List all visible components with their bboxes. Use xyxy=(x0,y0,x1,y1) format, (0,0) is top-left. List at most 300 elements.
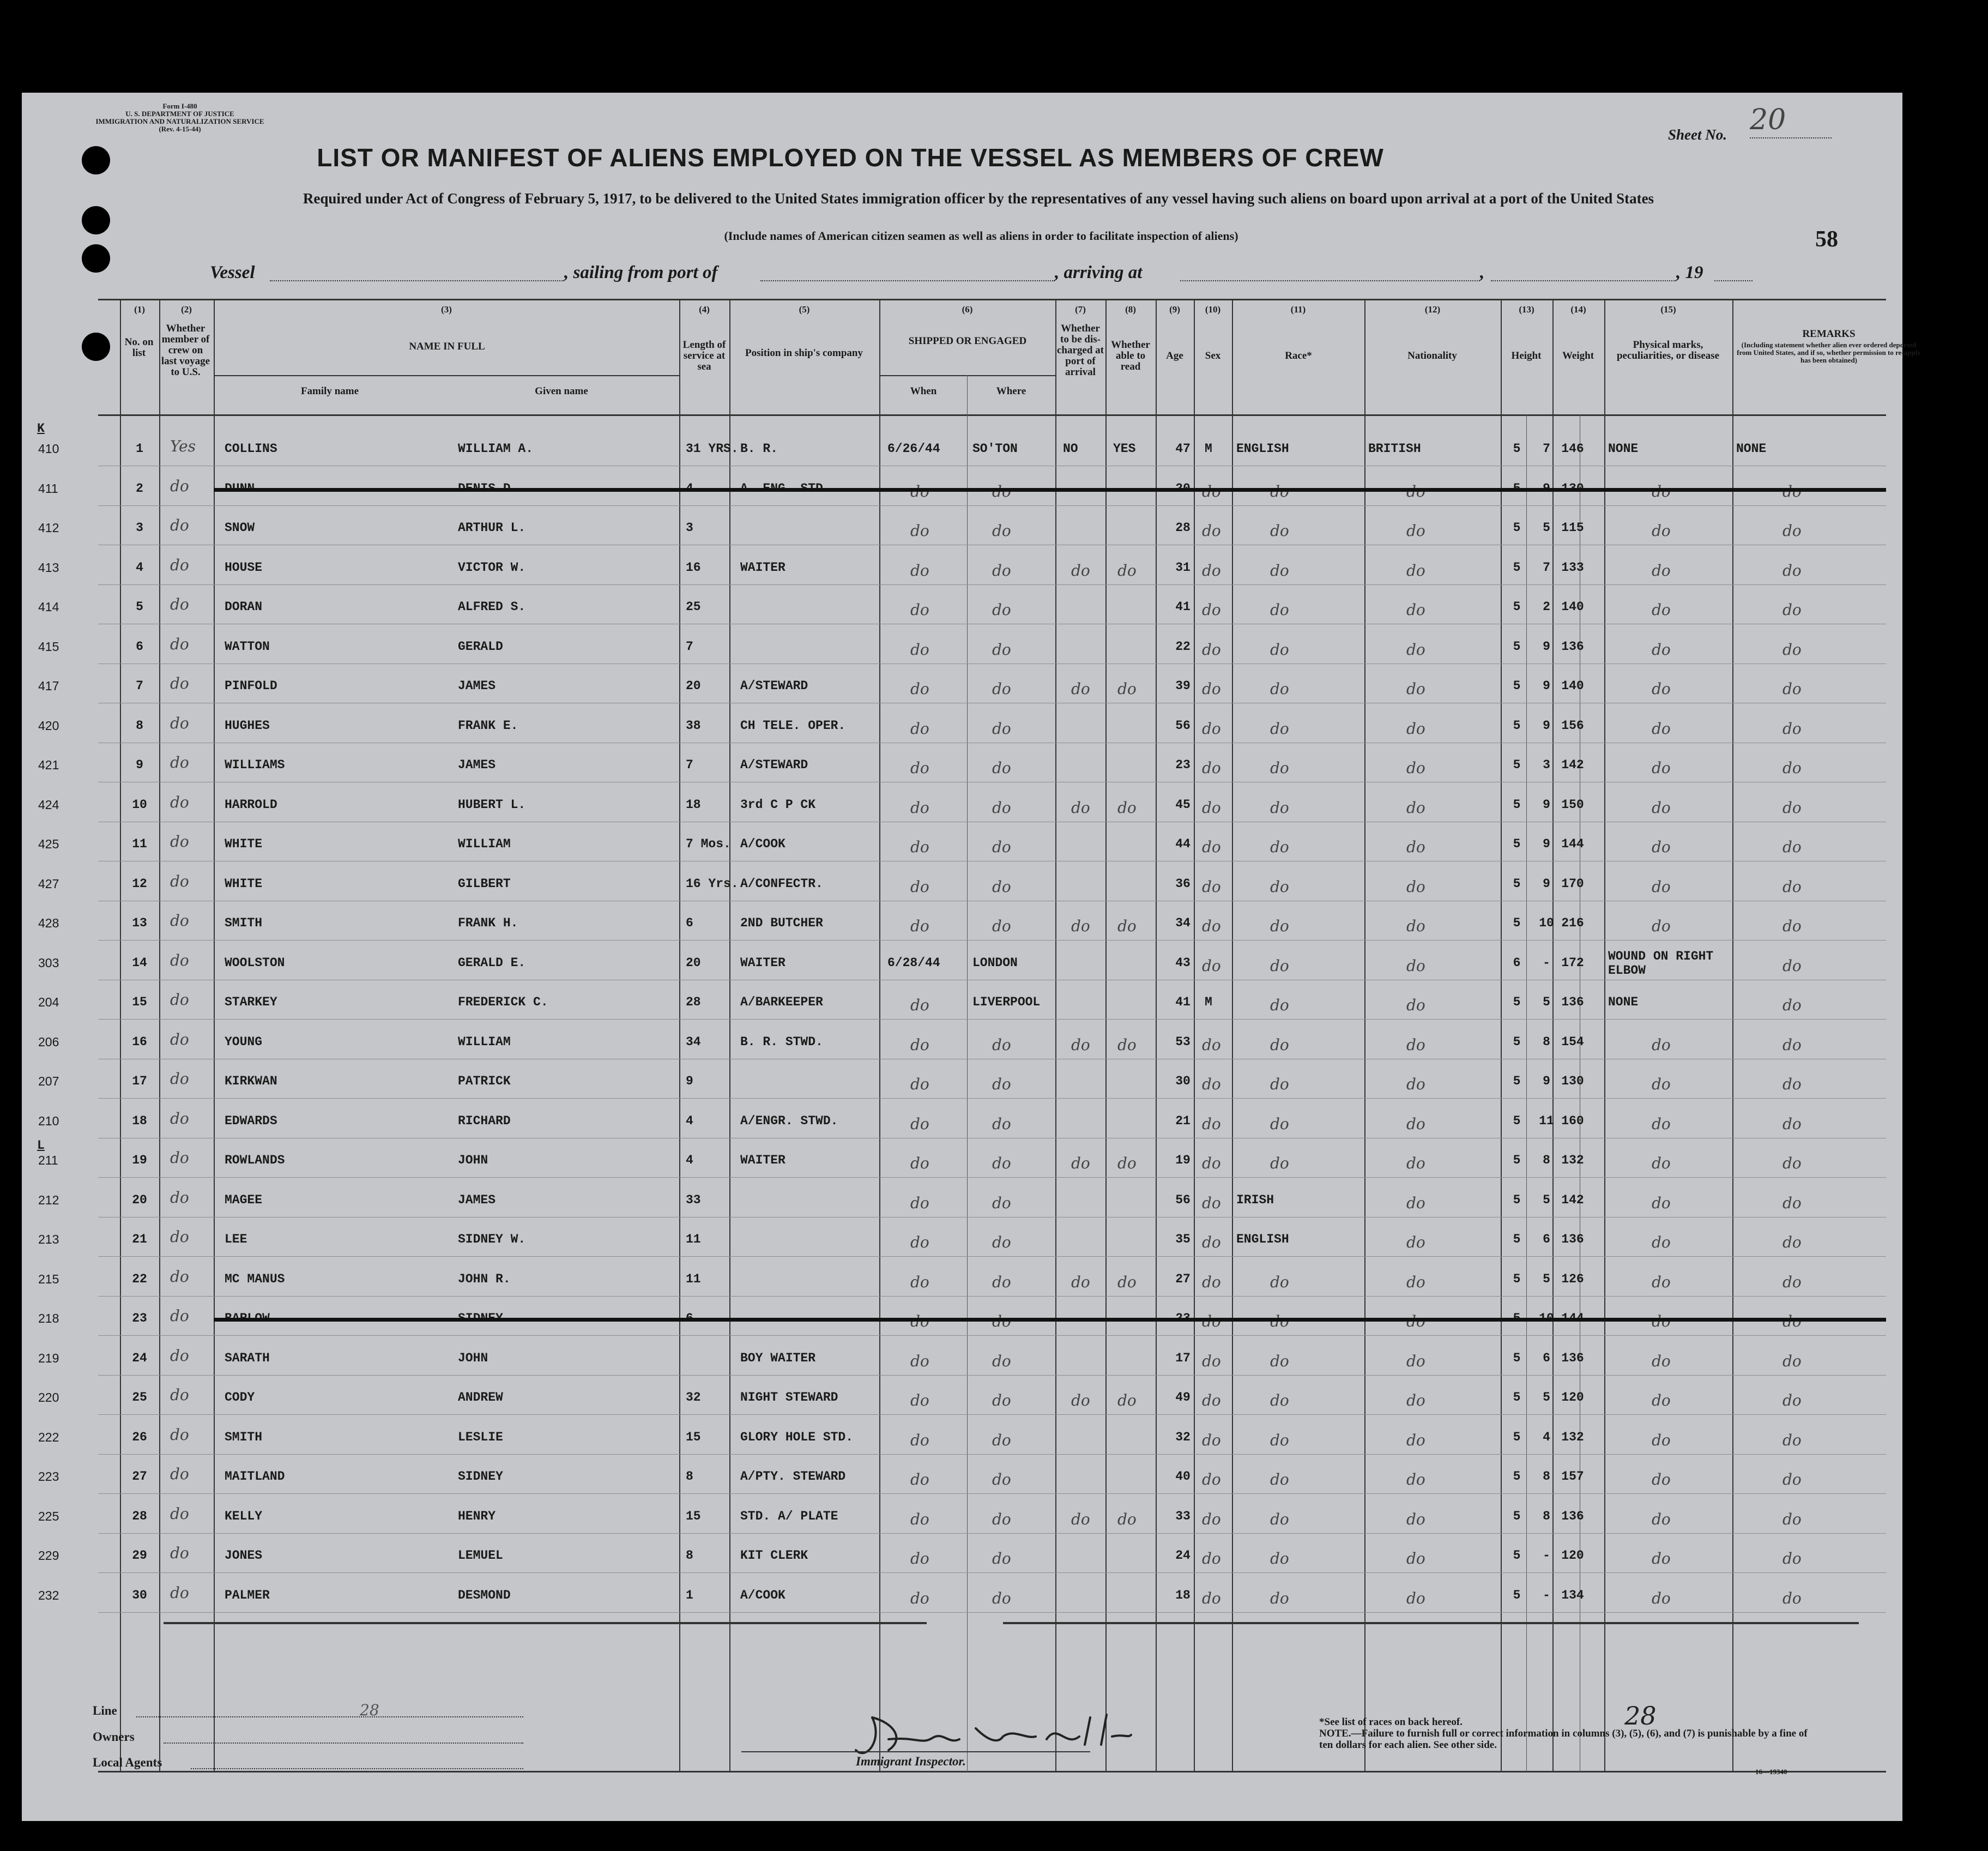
weight: 156 xyxy=(1561,719,1584,733)
member-last-voyage: Yes xyxy=(170,437,196,455)
column-divider xyxy=(1364,299,1365,1772)
height-inches: 7 xyxy=(1543,442,1550,456)
ditto-mark: do xyxy=(1652,1233,1671,1251)
weight: 136 xyxy=(1561,640,1584,654)
weight: 132 xyxy=(1561,1430,1584,1444)
family-name: PINFOLD xyxy=(225,679,277,693)
line-ref: 420 xyxy=(38,719,59,733)
line-ref: 232 xyxy=(38,1588,59,1602)
length-of-service: 18 xyxy=(686,798,701,812)
form-number: Form I-480 xyxy=(162,102,197,110)
length-of-service: 15 xyxy=(686,1509,701,1523)
family-name: KELLY xyxy=(225,1509,263,1523)
sheet-label: Sheet No. xyxy=(1668,126,1727,143)
ditto-mark: do xyxy=(1117,917,1137,935)
header-when: When xyxy=(910,385,937,397)
age: 39 xyxy=(1175,679,1191,693)
punch-hole xyxy=(82,206,110,234)
given-name: JOHN xyxy=(458,1351,488,1365)
line-ref: 218 xyxy=(38,1311,59,1325)
row-line xyxy=(98,1493,1886,1494)
age: 41 xyxy=(1175,600,1191,614)
position: A/STEWARD xyxy=(740,679,808,693)
length-of-service: 31 YRS. xyxy=(686,442,739,456)
line-ref: 212 xyxy=(38,1193,59,1207)
ditto-mark: do xyxy=(1202,759,1221,777)
line-value: 28 xyxy=(360,1701,379,1719)
remarks: NONE xyxy=(1736,442,1767,456)
ditto-mark: do xyxy=(910,1194,929,1212)
family-name: SMITH xyxy=(225,916,263,930)
ditto-mark: do xyxy=(1406,1391,1425,1409)
length-of-service: 15 xyxy=(686,1430,701,1444)
weight: 136 xyxy=(1561,1351,1584,1365)
ditto-mark: do xyxy=(1406,680,1425,698)
given-name: JAMES xyxy=(458,1193,496,1207)
ditto-mark: do xyxy=(1202,878,1221,896)
height-feet: 5 xyxy=(1513,1153,1521,1167)
crew-table xyxy=(37,299,1921,1772)
member-last-voyage: do xyxy=(170,1426,189,1444)
height-feet: 5 xyxy=(1513,1430,1521,1444)
family-name: HARROLD xyxy=(225,798,277,812)
row-line xyxy=(98,1296,1886,1297)
age: 56 xyxy=(1175,1193,1191,1207)
member-last-voyage: do xyxy=(170,912,189,930)
shipped-where: SO'TON xyxy=(972,442,1018,456)
row-number: 29 xyxy=(132,1548,147,1563)
line-ref: 303 xyxy=(38,956,59,970)
ditto-mark: do xyxy=(1071,1154,1090,1172)
ditto-mark: do xyxy=(910,680,929,698)
ditto-mark: do xyxy=(1117,1036,1137,1054)
row-number: 10 xyxy=(132,798,147,812)
line-ref: 415 xyxy=(38,640,59,654)
age: 22 xyxy=(1175,640,1191,654)
height-feet: 5 xyxy=(1513,1114,1521,1128)
height-feet: 5 xyxy=(1513,837,1521,851)
owners-field xyxy=(164,1743,523,1744)
shipped-where: LONDON xyxy=(972,956,1018,970)
ditto-mark: do xyxy=(1652,838,1671,856)
ditto-mark: do xyxy=(1782,1352,1802,1370)
line-ref: 412 xyxy=(38,521,59,535)
ditto-mark: do xyxy=(992,641,1011,659)
family-name: HOUSE xyxy=(225,560,263,575)
ditto-mark: do xyxy=(1202,917,1221,935)
height-feet: 5 xyxy=(1513,600,1521,614)
member-last-voyage: do xyxy=(170,1465,189,1483)
line-ref: 222 xyxy=(38,1430,59,1444)
ditto-mark: do xyxy=(1270,759,1289,777)
shipped-when: 6/28/44 xyxy=(887,956,940,970)
given-name: HENRY xyxy=(458,1509,496,1523)
family-name: STARKEY xyxy=(225,995,277,1009)
ditto-mark: do xyxy=(1406,838,1425,856)
height-inches: 6 xyxy=(1543,1232,1550,1246)
penalty-note: NOTE.—Failure to furnish full or correct information in columns (3), (5), (6), and (7) is punishable by a fine of ten dollars for each alien. See other side. xyxy=(1319,1728,1808,1751)
ditto-mark: do xyxy=(910,1273,929,1291)
row-line xyxy=(98,1533,1886,1534)
family-name: ROWLANDS xyxy=(225,1153,285,1167)
ditto-mark: do xyxy=(1270,799,1289,817)
ditto-mark: do xyxy=(1782,1036,1802,1054)
family-name: LEE xyxy=(225,1232,247,1246)
height-inches: 9 xyxy=(1543,719,1550,733)
row-line xyxy=(98,584,1886,585)
ditto-mark: do xyxy=(1270,1510,1289,1528)
row-number: 6 xyxy=(136,640,143,654)
position: WAITER xyxy=(740,560,785,575)
ditto-mark: do xyxy=(910,1589,929,1607)
ditto-mark: do xyxy=(1782,878,1802,896)
physical-marks: WOUND ON RIGHT ELBOW xyxy=(1608,949,1714,978)
given-name: ANDREW xyxy=(458,1390,503,1404)
member-last-voyage: do xyxy=(170,1070,189,1088)
row-line xyxy=(98,1414,1886,1415)
row-number: 18 xyxy=(132,1114,147,1128)
age: 23 xyxy=(1175,758,1191,772)
row-number: 1 xyxy=(136,442,143,456)
ditto-mark: do xyxy=(1782,641,1802,659)
member-last-voyage: do xyxy=(170,1386,189,1404)
column-number: (10) xyxy=(1205,304,1221,315)
line-ref: 413 xyxy=(38,560,59,575)
line-ref: 206 xyxy=(38,1035,59,1049)
height-subdivider xyxy=(1526,414,1527,1772)
weight: 160 xyxy=(1561,1114,1584,1128)
length-of-service: 16 xyxy=(686,560,701,575)
arriving-label: , arriving at xyxy=(1055,263,1143,282)
row-number: 4 xyxy=(136,560,143,575)
family-name: WATTON xyxy=(225,640,270,654)
weight: 136 xyxy=(1561,1232,1584,1246)
ditto-mark: do xyxy=(1406,1510,1425,1528)
ditto-mark: do xyxy=(992,1391,1011,1409)
ditto-mark: do xyxy=(1782,562,1802,580)
line-ref: 428 xyxy=(38,916,59,930)
ditto-mark: do xyxy=(992,1352,1011,1370)
column-number: (7) xyxy=(1075,304,1086,315)
height-inches: 5 xyxy=(1543,1390,1550,1404)
line-ref: 220 xyxy=(38,1390,59,1404)
row-number: 24 xyxy=(132,1351,147,1365)
member-last-voyage: do xyxy=(170,1544,189,1562)
ditto-mark: do xyxy=(1270,1589,1289,1607)
length-of-service: 7 Mos. xyxy=(686,837,731,851)
age: 19 xyxy=(1175,1153,1191,1167)
header-weight: Weight xyxy=(1562,350,1594,361)
given-name: ARTHUR L. xyxy=(458,521,526,535)
sheet-number-line xyxy=(1750,137,1832,138)
footer-notes xyxy=(1319,1716,1810,1751)
section-letter-l: L xyxy=(37,1138,45,1153)
header-discharged: Whether to be dis-charged at port of arrival xyxy=(1056,323,1104,378)
header-family-name: Family name xyxy=(300,385,359,397)
ditto-mark: do xyxy=(1652,1352,1671,1370)
ditto-mark: do xyxy=(1652,1036,1671,1054)
given-name: JAMES xyxy=(458,679,496,693)
ditto-mark: do xyxy=(1202,1589,1221,1607)
height-inches: 8 xyxy=(1543,1509,1550,1523)
position: A/STEWARD xyxy=(740,758,808,772)
given-name: HUBERT L. xyxy=(458,798,526,812)
ditto-mark: do xyxy=(1270,1352,1289,1370)
given-name: LESLIE xyxy=(458,1430,503,1444)
physical-marks: NONE xyxy=(1608,995,1639,1009)
ditto-mark: do xyxy=(1270,1470,1289,1488)
ditto-mark: do xyxy=(1652,799,1671,817)
weight: 140 xyxy=(1561,679,1584,693)
total-count: 28 xyxy=(1624,1701,1657,1731)
ditto-mark: do xyxy=(1270,1391,1289,1409)
year-field xyxy=(1714,280,1753,281)
family-name: WHITE xyxy=(225,877,263,891)
column-number: (15) xyxy=(1660,304,1676,315)
given-name: GERALD E. xyxy=(458,956,526,970)
age: 33 xyxy=(1175,1509,1191,1523)
length-of-service: 20 xyxy=(686,679,701,693)
ditto-mark: do xyxy=(1782,799,1802,817)
ditto-mark: do xyxy=(1202,1233,1221,1251)
height-inches: 6 xyxy=(1543,1351,1550,1365)
column-divider xyxy=(729,299,730,1772)
given-name: FREDERICK C. xyxy=(458,995,548,1009)
ditto-mark: do xyxy=(1652,1549,1671,1567)
height-feet: 5 xyxy=(1513,442,1521,456)
form-revision: (Rev. 4-15-44) xyxy=(159,125,201,133)
ditto-mark: do xyxy=(1406,522,1425,540)
ditto-mark: do xyxy=(1202,1036,1221,1054)
ditto-mark: do xyxy=(1406,720,1425,738)
length-of-service: 25 xyxy=(686,600,701,614)
member-last-voyage: do xyxy=(170,1584,189,1602)
strike-through-line xyxy=(214,488,1886,492)
ditto-mark: do xyxy=(910,522,929,540)
ditto-mark: do xyxy=(910,1352,929,1370)
shipped-where: LIVERPOOL xyxy=(972,995,1041,1009)
family-name: MAITLAND xyxy=(225,1469,285,1484)
ditto-mark: do xyxy=(1202,1510,1221,1528)
row-number: 22 xyxy=(132,1272,147,1286)
height-inches: 10 xyxy=(1539,916,1554,930)
ditto-mark: do xyxy=(1652,1273,1671,1291)
ditto-mark: do xyxy=(910,1154,929,1172)
ditto-mark: do xyxy=(1782,720,1802,738)
ditto-mark: do xyxy=(1071,799,1090,817)
height-feet: 5 xyxy=(1513,877,1521,891)
height-feet: 5 xyxy=(1513,1351,1521,1365)
ditto-mark: do xyxy=(1270,601,1289,619)
able-to-read: YES xyxy=(1113,442,1136,456)
given-name: WILLIAM xyxy=(458,837,511,851)
line-ref: 225 xyxy=(38,1509,59,1523)
line-ref: 204 xyxy=(38,995,59,1009)
weight: 120 xyxy=(1561,1390,1584,1404)
position: B. R. xyxy=(740,442,778,456)
row-number: 9 xyxy=(136,758,143,772)
weight: 157 xyxy=(1561,1469,1584,1484)
column-number: (2) xyxy=(181,304,192,315)
height-inches: 9 xyxy=(1543,679,1550,693)
line-ref: 414 xyxy=(38,600,59,614)
row-number: 12 xyxy=(132,877,147,891)
height-feet: 5 xyxy=(1513,1390,1521,1404)
ditto-mark: do xyxy=(1202,1391,1221,1409)
ditto-mark: do xyxy=(910,720,929,738)
column-divider xyxy=(1232,299,1233,1772)
height-feet: 5 xyxy=(1513,995,1521,1009)
row-line xyxy=(98,505,1886,506)
height-inches: 4 xyxy=(1543,1430,1550,1444)
age: 31 xyxy=(1175,560,1191,575)
arriving-field-2 xyxy=(1491,280,1676,281)
ditto-mark: do xyxy=(1782,759,1802,777)
given-name: RICHARD xyxy=(458,1114,511,1128)
column-divider xyxy=(1105,299,1107,1772)
ditto-mark: do xyxy=(992,917,1011,935)
ditto-mark: do xyxy=(1782,1391,1802,1409)
ditto-mark: do xyxy=(1071,917,1090,935)
header-bottom-line xyxy=(98,414,1886,416)
header-height: Height xyxy=(1511,350,1542,361)
line-label: Line xyxy=(93,1704,117,1717)
age: 24 xyxy=(1175,1548,1191,1563)
position: B. R. STWD. xyxy=(740,1035,823,1049)
age: 28 xyxy=(1175,521,1191,535)
ditto-mark: do xyxy=(1202,1115,1221,1133)
ditto-mark: do xyxy=(1406,641,1425,659)
ditto-mark: do xyxy=(1270,1036,1289,1054)
height-inches: 3 xyxy=(1543,758,1550,772)
family-name: SARATH xyxy=(225,1351,270,1365)
weight: 144 xyxy=(1561,837,1584,851)
weight: 170 xyxy=(1561,877,1584,891)
given-name: ALFRED S. xyxy=(458,600,526,614)
line-field xyxy=(136,1716,523,1717)
age: 17 xyxy=(1175,1351,1191,1365)
age: 47 xyxy=(1175,442,1191,456)
length-of-service: 16 Yrs. xyxy=(686,877,739,891)
age: 43 xyxy=(1175,956,1191,970)
ditto-mark: do xyxy=(1406,601,1425,619)
column-number: (14) xyxy=(1570,304,1586,315)
given-name: WILLIAM xyxy=(458,1035,511,1049)
column-divider xyxy=(879,299,880,1772)
column-divider xyxy=(159,299,160,1772)
header-physical: Physical marks, peculiarities, or disease xyxy=(1616,339,1720,361)
ditto-mark: do xyxy=(1652,1154,1671,1172)
table-bottom-line xyxy=(98,1771,1886,1772)
arriving-field xyxy=(1180,280,1480,281)
given-name: JAMES xyxy=(458,758,496,772)
line-ref: 213 xyxy=(38,1232,59,1246)
height-feet: 5 xyxy=(1513,758,1521,772)
ditto-mark: do xyxy=(992,680,1011,698)
member-last-voyage: do xyxy=(170,674,189,692)
given-name: LEMUEL xyxy=(458,1548,503,1563)
ditto-mark: do xyxy=(1202,1549,1221,1567)
position: A/CONFECTR. xyxy=(740,877,823,891)
weight: 136 xyxy=(1561,995,1584,1009)
ditto-mark: do xyxy=(910,641,929,659)
ditto-mark: do xyxy=(910,1075,929,1093)
ditto-mark: do xyxy=(992,1549,1011,1567)
ditto-mark: do xyxy=(910,1233,929,1251)
subnote: (Include names of American citizen seamen as well as aliens in order to facilitate inspection of aliens) xyxy=(724,229,1238,243)
punch-hole xyxy=(82,146,110,174)
ditto-mark: do xyxy=(910,759,929,777)
ditto-mark: do xyxy=(1270,641,1289,659)
ditto-mark: do xyxy=(1270,562,1289,580)
shipped-when: 6/26/44 xyxy=(887,442,940,456)
ditto-mark: do xyxy=(1782,1233,1802,1251)
height-inches: 5 xyxy=(1543,1193,1550,1207)
weight: 142 xyxy=(1561,758,1584,772)
header-member: Whether member of crew on last voyage to U.S. xyxy=(161,323,210,378)
length-of-service: 9 xyxy=(686,1074,693,1088)
age: 27 xyxy=(1175,1272,1191,1286)
race: ENGLISH xyxy=(1236,442,1289,456)
manifest-sheet xyxy=(22,93,1921,1821)
ditto-mark: do xyxy=(1782,1273,1802,1291)
column-number: (13) xyxy=(1519,304,1534,315)
height-inches: 9 xyxy=(1543,877,1550,891)
ditto-mark: do xyxy=(1202,601,1221,619)
position: STD. A/ PLATE xyxy=(740,1509,838,1523)
sailing-field xyxy=(760,280,1055,281)
member-last-voyage: do xyxy=(170,753,189,771)
height-inches: 8 xyxy=(1543,1153,1550,1167)
ditto-mark: do xyxy=(1652,680,1671,698)
height-inches: 9 xyxy=(1543,837,1550,851)
ditto-mark: do xyxy=(1270,838,1289,856)
member-last-voyage: do xyxy=(170,793,189,811)
ditto-mark: do xyxy=(1202,720,1221,738)
family-name: JONES xyxy=(225,1548,263,1563)
age: 45 xyxy=(1175,798,1191,812)
ditto-mark: do xyxy=(1406,759,1425,777)
weight: 115 xyxy=(1561,521,1584,535)
ditto-mark: do xyxy=(1117,1273,1137,1291)
ditto-mark: do xyxy=(992,720,1011,738)
ditto-mark: do xyxy=(910,562,929,580)
header-position: Position in ship's company xyxy=(745,347,863,359)
height-inches: 5 xyxy=(1543,995,1550,1009)
ditto-mark: do xyxy=(992,1194,1011,1212)
ditto-mark: do xyxy=(1202,799,1221,817)
row-line xyxy=(98,1019,1886,1020)
ditto-mark: do xyxy=(1071,1510,1090,1528)
ditto-mark: do xyxy=(1270,1431,1289,1449)
column-divider xyxy=(1732,299,1733,1772)
height-feet: 5 xyxy=(1513,719,1521,733)
age: 30 xyxy=(1175,1074,1191,1088)
ditto-mark: do xyxy=(1782,1194,1802,1212)
ditto-mark: do xyxy=(1270,1115,1289,1133)
ditto-mark: do xyxy=(1652,1194,1671,1212)
subtitle: Required under Act of Congress of February 5, 1917, to be delivered to the United States immigration officer by the representatives of any vessel having such aliens on board upon arrival at a port of the United States xyxy=(303,190,1654,207)
ditto-mark: do xyxy=(992,1233,1011,1251)
ditto-mark: do xyxy=(1652,917,1671,935)
ditto-mark: do xyxy=(910,1470,929,1488)
agents-label: Local Agents xyxy=(93,1756,162,1769)
ditto-mark: do xyxy=(992,1115,1011,1133)
ditto-mark: do xyxy=(1652,1391,1671,1409)
ditto-mark: do xyxy=(992,522,1011,540)
ditto-mark: do xyxy=(1406,1470,1425,1488)
position: BOY WAITER xyxy=(740,1351,816,1365)
